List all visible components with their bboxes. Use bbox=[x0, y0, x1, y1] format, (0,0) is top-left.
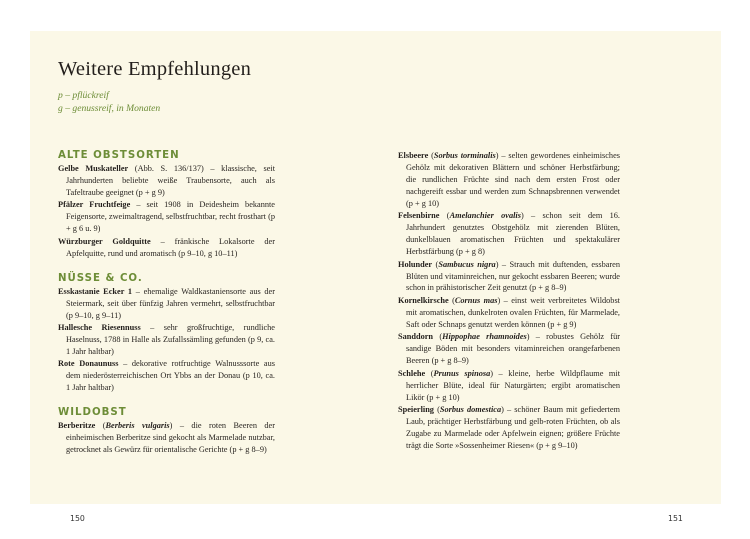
entry-name: Elsbeere bbox=[398, 151, 429, 160]
entry-name: Holunder bbox=[398, 259, 433, 269]
entry-name: Felsenbirne bbox=[398, 211, 440, 221]
entry: Schlehe (Prunus spinosa) – kleine, herbe Wildpflaume mit herrlicher Blüte, ideal für Naturgärten; ergibt aromatischen Likör (p + g 10) bbox=[398, 368, 620, 402]
entry-name: Kornelkirsche bbox=[398, 295, 449, 305]
entry-name: Rote Donaunuss bbox=[58, 359, 119, 369]
entry-latin-name: Sorbus torminalis bbox=[433, 151, 496, 160]
entry-text: – Strauch mit duftenden, essbaren Blüten und vitaminreichen, nur gekocht essbaren Beeren; wurde schon in prähistorischer Zeit genutzt (p + g 8–9) bbox=[406, 259, 621, 293]
entry bbox=[58, 286, 275, 322]
entry-text: – seit 1908 in Deidesheim bekannte Feigensorte, zweimaltragend, selbstfruchtbar, recht frosthart (p + g 6 u. 9) bbox=[66, 200, 275, 234]
entry-text: (Abb. S. 136/137) – klassische, seit Jahrhunderten beliebte weiße Traubensorte, auch als Tafeltraube geeignet (p + g 9) bbox=[66, 164, 275, 197]
entry bbox=[58, 199, 275, 235]
entry-name: Berberitze bbox=[58, 421, 96, 431]
entry-name: Gelbe Muskateller bbox=[58, 164, 129, 173]
entry-latin-name: Hippophae rhamnoides bbox=[442, 332, 527, 342]
entry-text: – sehr großfruchtige, rundliche Haselnuss, 1788 in Halle als Zufallssämling gefunden (p 9, ca. 1 Jahr haltbar) bbox=[66, 322, 275, 356]
entry-latin-name: Berberis vulgaris bbox=[105, 421, 170, 431]
entry-name: Sanddorn bbox=[398, 332, 434, 342]
entry-name: Speierling bbox=[398, 405, 434, 415]
entry bbox=[58, 163, 275, 199]
entry-text: – schon seit dem 16. Jahrhundert genutztes Obstgehölz mit zierenden Blüten, dunkelblauen aromatischen Früchten und spektakulärer Herbstfärbung (p + g 8) bbox=[406, 211, 620, 257]
entry-name: Esskastanie Ecker 1 bbox=[58, 286, 133, 296]
entry bbox=[58, 358, 275, 394]
entry: Kornelkirsche (Cornus mas) – einst weit verbreitetes Wildobst mit aromatischen, dunkelroten ovalen Früchten, für Marmelade, Saft oder Schnaps genutzt werden können (p + g 9) bbox=[398, 295, 620, 329]
entry: Felsenbirne (Amelanchier ovalis) – schon seit dem 16. Jahrhundert genutztes Obstgehölz mit zierenden Blüten, dunkelblauen aromatischen Früchten und spektakulärer Herbstfärbung (p + g 8) bbox=[398, 211, 620, 257]
entry-name: Würzburger Goldquitte bbox=[58, 236, 151, 246]
section-heading: ALTE OBSTSORTEN bbox=[58, 150, 180, 161]
left-column bbox=[58, 150, 275, 457]
entry: Sanddorn (Hippophae rhamnoides) – robustes Gehölz für sandige Böden mit besonders vitaminreichen orangefarbenen Beeren (p + g 8–9) bbox=[398, 332, 620, 366]
entry: Berberitze (Berberis vulgaris) – die roten Beeren der einheimischen Berberitze sind gekocht als Marmelade nutzbar, getrocknet als Gewürz für orientalische Gerichte (p + g 8–9) bbox=[58, 421, 275, 455]
entry-name: Hallesche Riesennuss bbox=[58, 322, 141, 332]
entry-text: – fränkische Lokalsorte der Apfelquitte, rund und aromatisch (p 9–10, g 10–11) bbox=[66, 236, 276, 258]
entry bbox=[58, 322, 275, 358]
entry-text: – schöner Baum mit gefiedertem Laub, prächtiger Herbstfärbung und gelb-roten Früchten, ob als Zugabe zu Marmelade oder Apfelwein eignen; größere Früchte trägt die Sorte »Sossenheimer Riesen« (p + g 9–10) bbox=[406, 405, 620, 450]
entry-name: Pfälzer Fruchtfeige bbox=[58, 200, 131, 210]
entry-latin-name: Sorbus domestica bbox=[439, 405, 502, 415]
legend-picking: p – pflückreif bbox=[58, 90, 109, 101]
entry: Speierling (Sorbus domestica) – schöner Baum mit gefiedertem Laub, prächtiger Herbstfärbung und gelb-roten Früchten, ob als Zugabe zu Marmelade oder Apfelwein eignen; größere Früchte trägt die Sorte »Sossenheimer Riesen« (p + g 9–10) bbox=[398, 405, 620, 450]
page-number-left: 150 bbox=[70, 514, 85, 523]
entry-latin-name: Cornus mas bbox=[454, 295, 498, 305]
entry-text: – kleine, herbe Wildpflaume mit herrlicher Blüte, ideal für Naturgärten; ergibt aromatischen Likör (p + g 10) bbox=[406, 368, 620, 402]
entry-latin-name: Amelanchier ovalis bbox=[449, 211, 521, 221]
entry-text: – dekorative rotfruchtige Walnusssorte aus dem niederösterreichischen Ort Ybbs an der Donau (p 10, ca. 1 Jahr haltbar) bbox=[66, 359, 275, 393]
section-heading: WILDOBST bbox=[58, 407, 127, 419]
legend-ripeness: g – genussreif, in Monaten bbox=[58, 103, 161, 114]
entry: Elsbeere (Sorbus torminalis) – selten gewordenes einheimisches Gehölz mit dekorativen Blättern und schöner Herbstfärbung; die rundlichen Früchte sind nach dem ersten Frost oder nachgereift essbar und werden zum Schnapsbrennen verwendet (p + g 10) bbox=[398, 151, 620, 208]
entry-text: – die roten Beeren der einheimischen Berberitze sind gekocht als Marmelade nutzbar, getrocknet als Gewürz für orientalische Gerichte (p + g 8–9) bbox=[66, 421, 275, 455]
page-title: Weitere Empfehlungen bbox=[58, 58, 252, 80]
page-number-right: 151 bbox=[668, 514, 683, 523]
entry bbox=[58, 236, 275, 260]
entry-text: – ehemalige Waldkastaniensorte aus der Steiermark, seit über fünfzig Jahren vermehrt, selbstfruchtbar (p 9–10, g 9–11) bbox=[66, 286, 275, 320]
entry-latin-name: Prunus spinosa bbox=[433, 368, 491, 378]
entry-latin-name: Sambucus nigra bbox=[438, 259, 496, 269]
entry-text: – einst weit verbreitetes Wildobst mit aromatischen, dunkelroten ovalen Früchten, für Marmelade, Saft oder Schnaps genutzt werden können (p + g 9) bbox=[406, 295, 620, 329]
section-heading: NÜSSE & CO. bbox=[58, 272, 143, 284]
entry: Holunder (Sambucus nigra) – Strauch mit duftenden, essbaren Blüten und vitaminreichen, nur gekocht essbaren Beeren; wurde schon in prähistorischer Zeit genutzt (p + g 8–9) bbox=[398, 259, 621, 293]
entry-name: Schlehe bbox=[398, 368, 426, 378]
entry-text: – robustes Gehölz für sandige Böden mit besonders vitaminreichen orangefarbenen Beeren (p + g 8–9) bbox=[406, 332, 620, 366]
entry-text: – selten gewordenes einheimisches Gehölz mit dekorativen Blättern und schöner Herbstfärbung; die rundlichen Früchte sind nach dem ersten Frost oder nachgereift essbar und werden zum Schnapsbrennen verwendet (p + g 10) bbox=[406, 151, 620, 208]
right-column bbox=[398, 150, 620, 452]
